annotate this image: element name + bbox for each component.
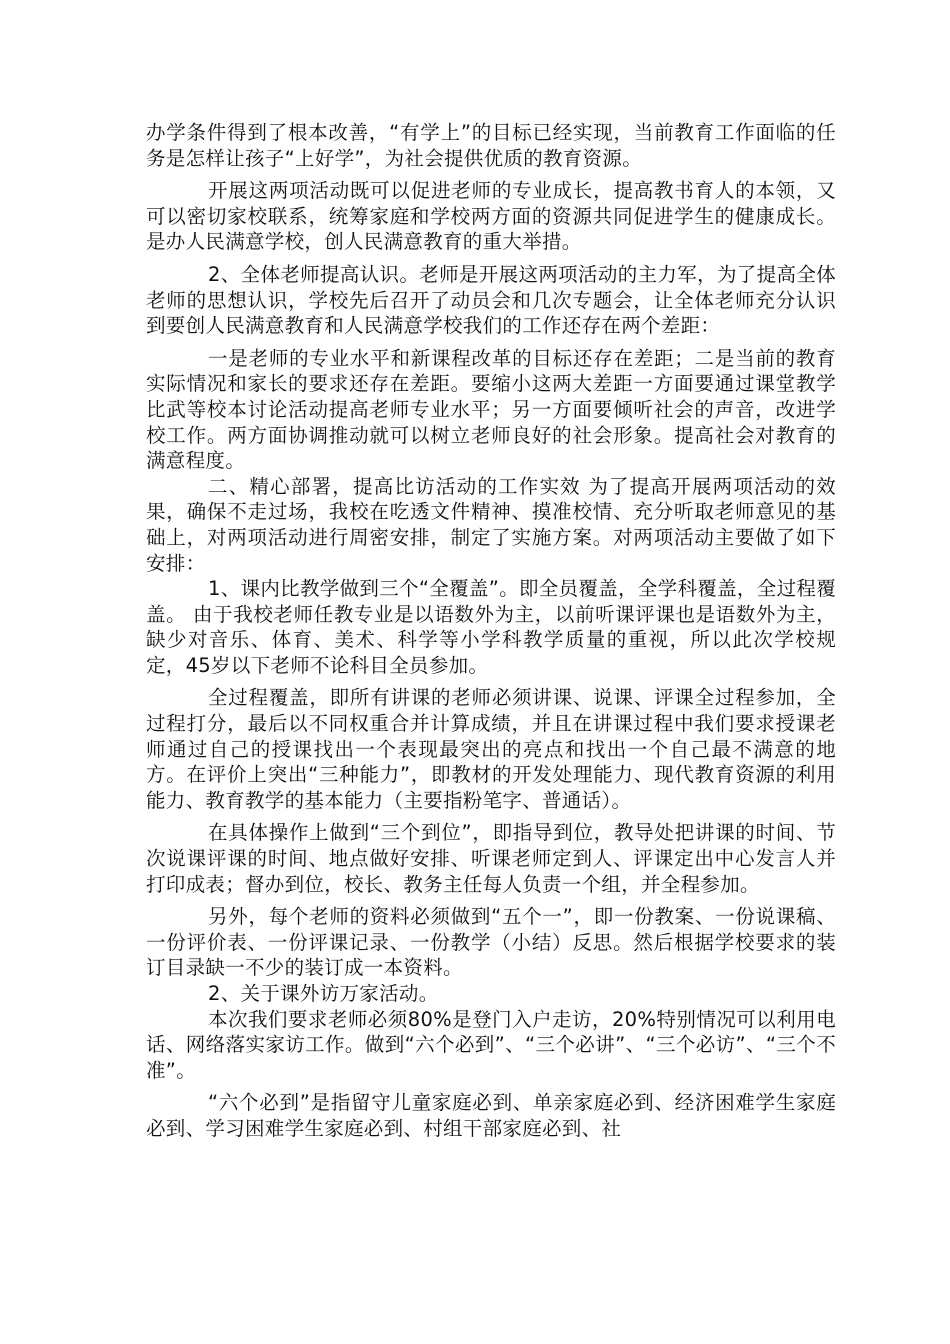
paragraph-5: 二、精心部署，提高比访活动的工作实效 为了提高开展两项活动的效果，确保不走过场，我校在吃透文件精神、摸准校情、充分听取老师意见的基础上，对两项活动进行周密安排，制定了实施方案。对两项活动主要做了如下安排： [146,474,836,575]
paragraph-7: 全过程覆盖，即所有讲课的老师必须讲课、说课、评课全过程参加，全过程打分，最后以不同权重合并计算成绩，并且在讲课过程中我们要求授课老师通过自己的授课找出一个表现最突出的亮点和找出一个自己最不满意的地方。在评价上突出“三种能力”，即教材的开发处理能力、现代教育资源的利用能力、教育教学的基本能力（主要指粉笔字、普通话）。 [146,686,836,812]
paragraph-8: 在具体操作上做到“三个到位”，即指导到位，教导处把讲课的时间、节次说课评课的时间、地点做好安排、听课老师定到人、评课定出中心发言人并打印成表；督办到位，校长、教务主任每人负责一个组，并全程参加。 [146,821,836,896]
paragraph-11: 本次我们要求老师必须80%是登门入户走访，20%特别情况可以利用电话、网络落实家访工作。做到“六个必到”、“三个必讲”、“三个必访”、“三个不准”。 [146,1007,836,1082]
paragraph-4: 一是老师的专业水平和新课程改革的目标还存在差距；二是当前的教育实际情况和家长的要求还存在差距。要缩小这两大差距一方面要通过课堂教学比武等校本讨论活动提高老师专业水平；另一方面要倾听社会的声音，改进学校工作。两方面协调推动就可以树立老师良好的社会形象。提高社会对教育的满意程度。 [146,346,836,473]
paragraph-9: 另外，每个老师的资料必须做到“五个一”，即一份教案、一份说课稿、一份评价表、一份评课记录、一份教学（小结）反思。然后根据学校要求的装订目录缺一不少的装订成一本资料。 [146,905,836,980]
paragraph-2: 开展这两项活动既可以促进老师的专业成长，提高教书育人的本领，又可以密切家校联系，统筹家庭和学校两方面的资源共同促进学生的健康成长。是办人民满意学校，创人民满意教育的重大举措。 [146,179,836,254]
paragraph-1: 办学条件得到了根本改善，“有学上”的目标已经实现，当前教育工作面临的任务是怎样让孩子“上好学”，为社会提供优质的教育资源。 [146,121,836,170]
paragraph-12: “六个必到”是指留守儿童家庭必到、单亲家庭必到、经济困难学生家庭必到、学习困难学生家庭必到、村组干部家庭必到、社 [146,1091,836,1140]
paragraph-6: 1、课内比教学做到三个“全覆盖”。即全员覆盖，全学科覆盖，全过程覆盖。 由于我校老师任教专业是以语数外为主，以前听课评课也是语数外为主，缺少对音乐、体育、美术、科学等小学科教学质量的重视，所以此次学校规定，45岁以下老师不论科目全员参加。 [146,577,836,677]
paragraph-3: 2、全体老师提高认识。老师是开展这两项活动的主力军，为了提高全体老师的思想认识，学校先后召开了动员会和几次专题会，让全体老师充分认识到要创人民满意教育和人民满意学校我们的工作还存在两个差距： [146,262,836,338]
document-body [146,120,836,1149]
paragraph-10: 2、关于课外访万家活动。 [208,982,439,1005]
